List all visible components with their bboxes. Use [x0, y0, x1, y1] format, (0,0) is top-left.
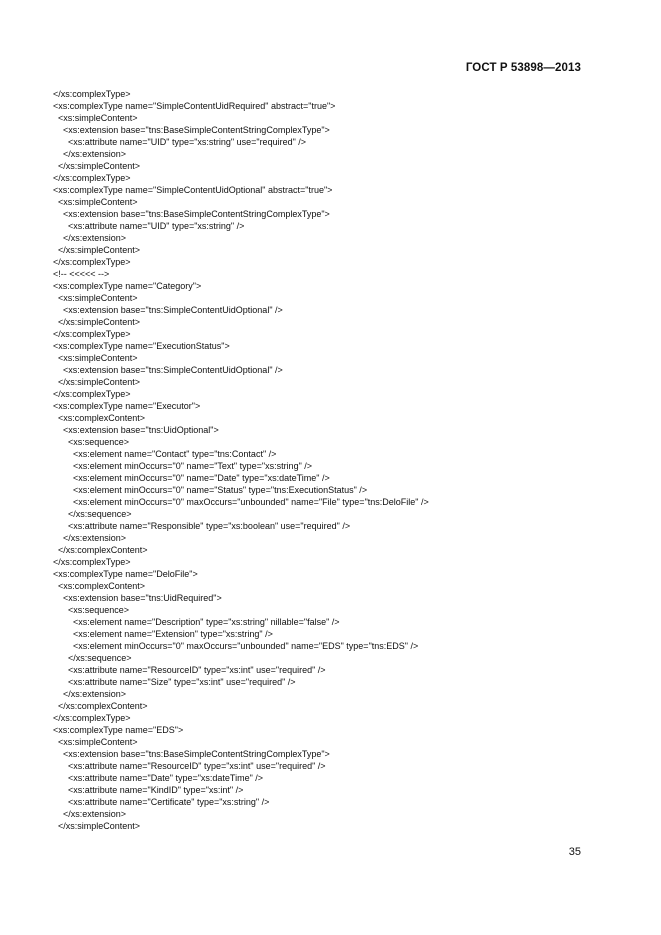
code-line: <xs:simpleContent> [53, 293, 138, 303]
code-line: </xs:complexType> [53, 713, 131, 723]
code-line: </xs:complexType> [53, 257, 131, 267]
code-line: <xs:element minOccurs="0" name="Status" type="tns:ExecutionStatus" /> [53, 485, 368, 495]
code-line: </xs:simpleContent> [53, 821, 141, 831]
code-line: <xs:extension base="tns:BaseSimpleContentStringComplexType"> [53, 209, 330, 219]
code-line: </xs:complexType> [53, 389, 131, 399]
code-line: <xs:simpleContent> [53, 737, 138, 747]
code-line: <xs:extension base="tns:SimpleContentUidOptional" /> [53, 305, 283, 315]
code-line: <xs:attribute name="Certificate" type="xs:string" /> [53, 797, 270, 807]
code-line: <xs:attribute name="KindID" type="xs:int" /> [53, 785, 244, 795]
code-line: </xs:complexType> [53, 557, 131, 567]
code-line: </xs:sequence> [53, 509, 132, 519]
code-line: <xs:attribute name="Responsible" type="xs:boolean" use="required" /> [53, 521, 351, 531]
code-line: <xs:element minOccurs="0" maxOccurs="unbounded" name="EDS" type="tns:EDS" /> [53, 641, 419, 651]
code-line: <xs:complexType name="SimpleContentUidOptional" abstract="true"> [53, 185, 333, 195]
code-line: </xs:simpleContent> [53, 317, 141, 327]
code-line: <xs:element minOccurs="0" name="Date" type="xs:dateTime" /> [53, 473, 330, 483]
code-line: <xs:extension base="tns:BaseSimpleContentStringComplexType"> [53, 125, 330, 135]
code-line: <xs:attribute name="UID" type="xs:string" use="required" /> [53, 137, 307, 147]
code-line: <xs:attribute name="UID" type="xs:string" /> [53, 221, 245, 231]
code-line: <xs:sequence> [53, 605, 130, 615]
code-line: <!-- <<<<< --> [53, 269, 110, 279]
code-line: </xs:complexContent> [53, 701, 148, 711]
code-line: </xs:simpleContent> [53, 377, 141, 387]
code-line: <xs:element name="Description" type="xs:string" nillable="false" /> [53, 617, 340, 627]
code-line: <xs:attribute name="Date" type="xs:dateTime" /> [53, 773, 264, 783]
code-line: </xs:extension> [53, 233, 127, 243]
code-line: <xs:simpleContent> [53, 353, 138, 363]
code-line: <xs:complexContent> [53, 581, 146, 591]
code-line: <xs:attribute name="ResourceID" type="xs:int" use="required" /> [53, 665, 326, 675]
code-line: </xs:complexContent> [53, 545, 148, 555]
code-line: </xs:extension> [53, 149, 127, 159]
code-line: <xs:simpleContent> [53, 197, 138, 207]
code-line: <xs:complexType name="SimpleContentUidRequired" abstract="true"> [53, 101, 336, 111]
code-line: <xs:element minOccurs="0" name="Text" type="xs:string" /> [53, 461, 313, 471]
code-line: </xs:complexType> [53, 89, 131, 99]
code-line: </xs:extension> [53, 689, 127, 699]
code-line: </xs:simpleContent> [53, 161, 141, 171]
code-line: <xs:element name="Extension" type="xs:string" /> [53, 629, 273, 639]
code-line: <xs:complexType name="Category"> [53, 281, 202, 291]
code-line: <xs:attribute name="Size" type="xs:int" use="required" /> [53, 677, 296, 687]
code-line: </xs:complexType> [53, 173, 131, 183]
xml-schema-code-block [53, 88, 613, 832]
code-line: <xs:element minOccurs="0" maxOccurs="unbounded" name="File" type="tns:DeloFile" /> [53, 497, 429, 507]
page-number: 35 [568, 846, 581, 858]
code-line: </xs:simpleContent> [53, 245, 141, 255]
code-line: </xs:extension> [53, 533, 127, 543]
code-line: </xs:extension> [53, 809, 127, 819]
code-line: <xs:complexType name="EDS"> [53, 725, 184, 735]
document-standard-header: ГОСТ Р 53898—2013 [465, 62, 581, 74]
code-line: <xs:sequence> [53, 437, 130, 447]
code-line: <xs:extension base="tns:BaseSimpleContentStringComplexType"> [53, 749, 330, 759]
code-line: <xs:complexType name="DeloFile"> [53, 569, 198, 579]
code-line: <xs:complexType name="Executor"> [53, 401, 201, 411]
code-line: </xs:complexType> [53, 329, 131, 339]
code-line: <xs:extension base="tns:SimpleContentUidOptional" /> [53, 365, 283, 375]
code-line: <xs:complexType name="ExecutionStatus"> [53, 341, 230, 351]
code-line: <xs:complexContent> [53, 413, 146, 423]
code-line: </xs:sequence> [53, 653, 132, 663]
code-line: <xs:simpleContent> [53, 113, 138, 123]
code-line: <xs:element name="Contact" type="tns:Contact" /> [53, 449, 277, 459]
code-line: <xs:extension base="tns:UidOptional"> [53, 425, 219, 435]
code-line: <xs:extension base="tns:UidRequired"> [53, 593, 222, 603]
code-line: <xs:attribute name="ResourceID" type="xs:int" use="required" /> [53, 761, 326, 771]
